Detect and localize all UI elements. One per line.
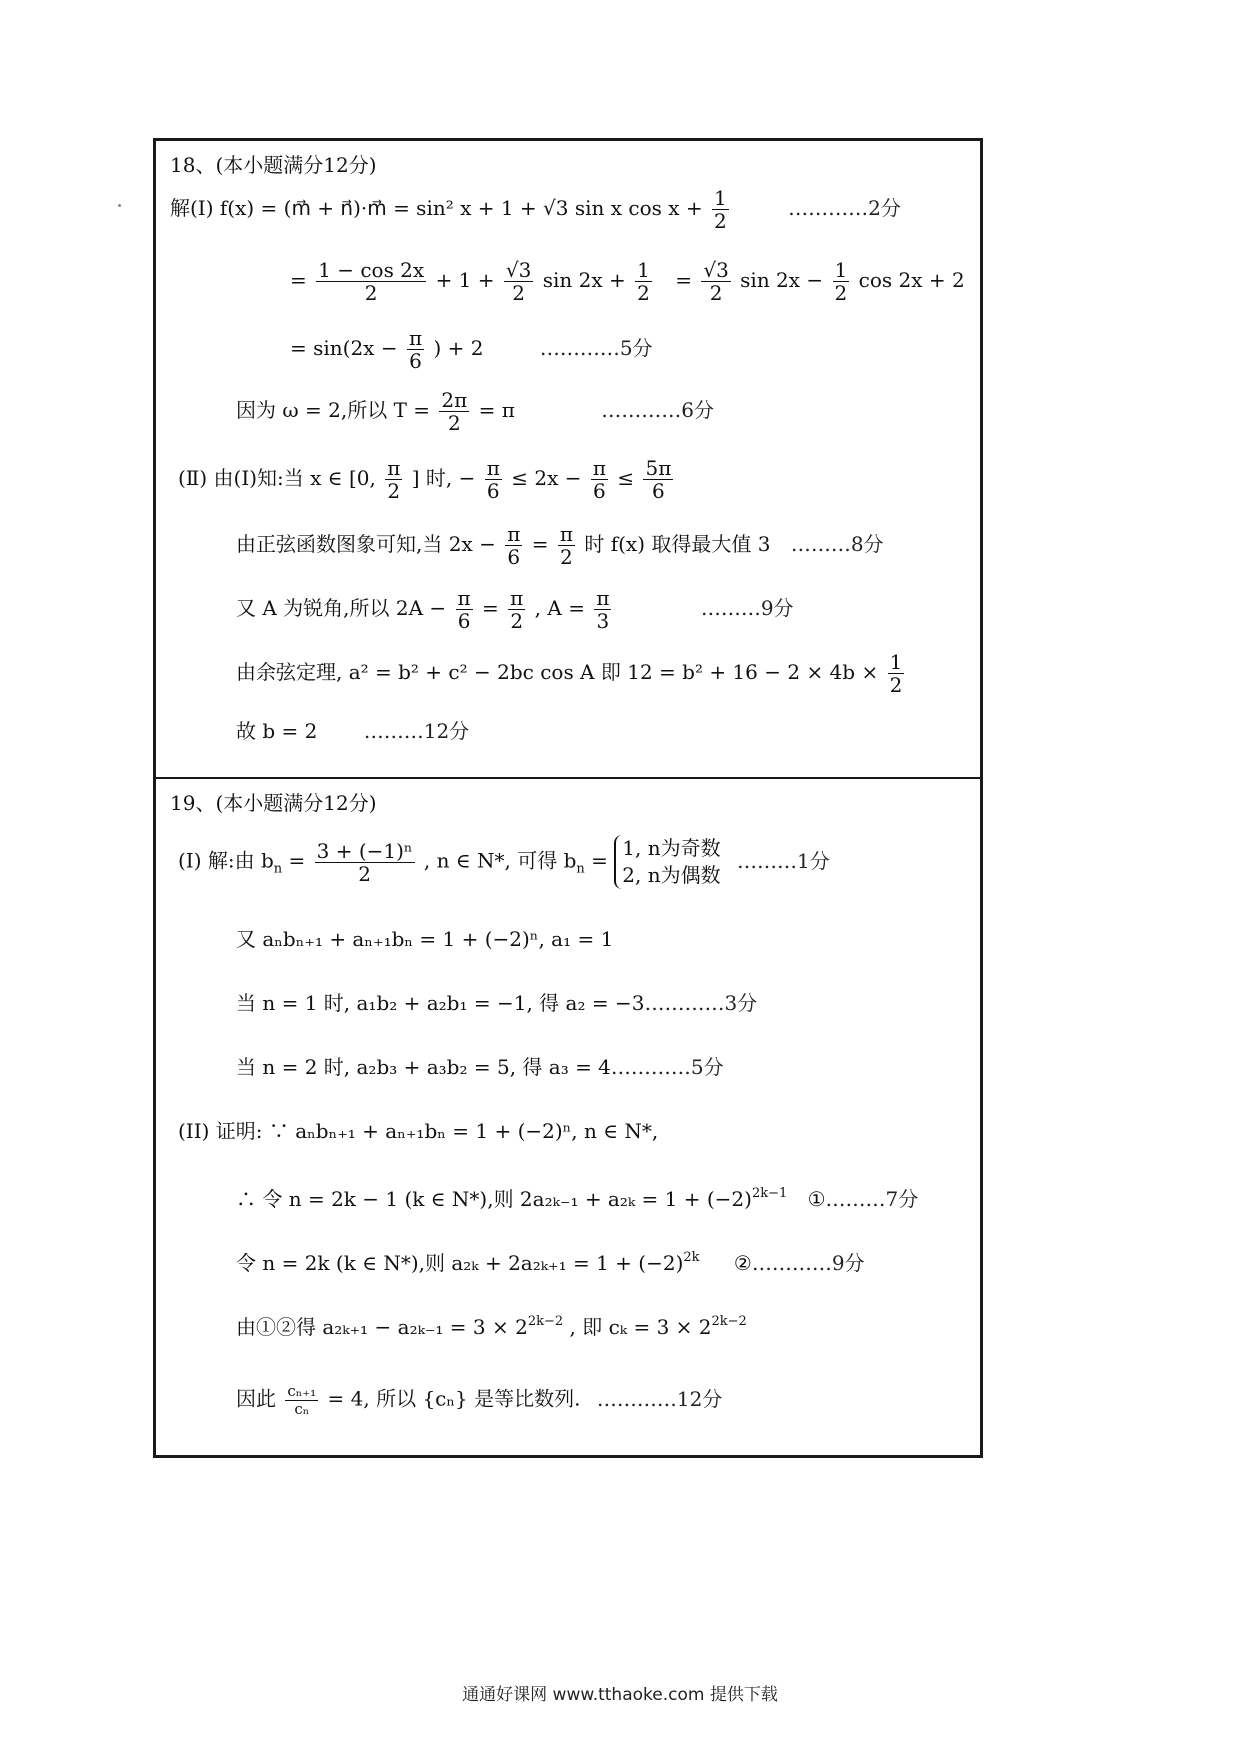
q19-cases: 1, n为奇数 2, n为偶数 xyxy=(614,835,720,889)
q18-line-2: = $\frac{1 - \cos 2x}{2}$ + 1 + $\frac{√3}{2}$ sin 2x + $\frac{1}{2}$ = $\frac{√3}{2}$ sin 2x − $\frac{1}{2}$ cos 2x + 2 xyxy=(290,258,965,305)
q18-line-8: 由余弦定理, a² = b² + c² − 2bc cos A 即 12 = b² + 16 − 2 × 4b × $\frac{1}{2}$ xyxy=(236,650,903,697)
q19-line-2: 又 aₙbₙ₊₁ + aₙ₊₁bₙ = 1 + (−2)ⁿ, a₁ = 1 xyxy=(236,927,614,951)
q18-line-3: = sin(2x − $\frac{\pi}{6}$ ) + 2 …………5分 xyxy=(290,326,653,373)
stray-dot xyxy=(118,204,121,207)
q19-line-3: 当 n = 1 时, a₁b₂ + a₂b₁ = −1, 得 a₂ = −3…………3分 xyxy=(236,991,758,1015)
q19-line-7: 令 n = 2k (k ∈ N*),则 $a_{2k} + 2a_{2k+1} = 1 + (-2)^{2k}$ ②…………9分 xyxy=(236,1250,865,1275)
q19-line-9: 因此 $\frac{\text{cₙ₊₁}}{\text{cₙ}}$ = 4, 所以 {cₙ} 是等比数列. …………12分 xyxy=(236,1382,723,1418)
q19-line-8: 由①②得 $a_{2k+1} - a_{2k-1} = 3 \times 2^{2k-2}$ , 即 $c_k = 3 \times 2^{2k-2}$ xyxy=(236,1314,747,1339)
q18-l1-frac: $\frac{1}{2}$ xyxy=(714,186,727,233)
q18-line-1 xyxy=(170,187,901,232)
q18-l1-lead: 解(Ⅰ) xyxy=(170,196,214,220)
q19-line-1: (I) 解:由 $b_n$ = $\frac{\text{3 + (−1)ⁿ}}{2}$ , n ∈ N*, 可得 $b_n$ = 1, n为奇数 2, n为偶数 ………1分 xyxy=(178,836,830,887)
q18-line-7: 又 A 为锐角,所以 2A − $\frac{\pi}{6}$ = $\frac{\pi}{2}$ , A = $\frac{\pi}{3}$ ………9分 xyxy=(236,586,794,633)
q18-header: 18、(本小题满分12分) xyxy=(170,153,377,177)
q18-line-9: 故 b = 2 ………12分 xyxy=(236,719,470,743)
q18-line-4: 因为 ω = 2,所以 T = $\frac{2\pi}{2}$ = π …………6分 xyxy=(236,388,714,435)
q19-line-5: (II) 证明: ∵ aₙbₙ₊₁ + aₙ₊₁bₙ = 1 + (−2)ⁿ, n ∈ N*, xyxy=(178,1119,659,1143)
q18-l1-score: …………2分 xyxy=(788,196,901,220)
section-divider xyxy=(156,777,980,779)
answer-box xyxy=(153,138,983,1458)
q19-line-6: ∴ 令 n = 2k − 1 (k ∈ N*),则 $2a_{2k-1} + a_{2k} = 1 + (-2)^{2k-1}$ ①………7分 xyxy=(236,1186,919,1211)
q19-line-4: 当 n = 2 时, a₂b₃ + a₃b₂ = 5, 得 a₃ = 4…………5分 xyxy=(236,1055,724,1079)
q18-line-5: (Ⅱ) 由(Ⅰ)知:当 x ∈ [0, $\frac{\pi}{2}$ ] 时, − $\frac{\pi}{6}$ ≤ 2x − $\frac{\pi}{6}$ ≤ $\frac{5\pi}{6}$ xyxy=(178,456,672,503)
q19-header: 19、(本小题满分12分) xyxy=(170,791,377,815)
page-footer: 通通好课网 www.tthaoke.com 提供下载 xyxy=(462,1685,778,1705)
q18-l1-eq: f(x) = (m⃗ + n⃗)·m⃗ = sin² x + 1 + √3 sin x cos x + xyxy=(219,196,703,220)
q18-line-6: 由正弦函数图象可知,当 2x − $\frac{\pi}{6}$ = $\frac{\pi}{2}$ 时 f(x) 取得最大值 3 ………8分 xyxy=(236,522,884,569)
